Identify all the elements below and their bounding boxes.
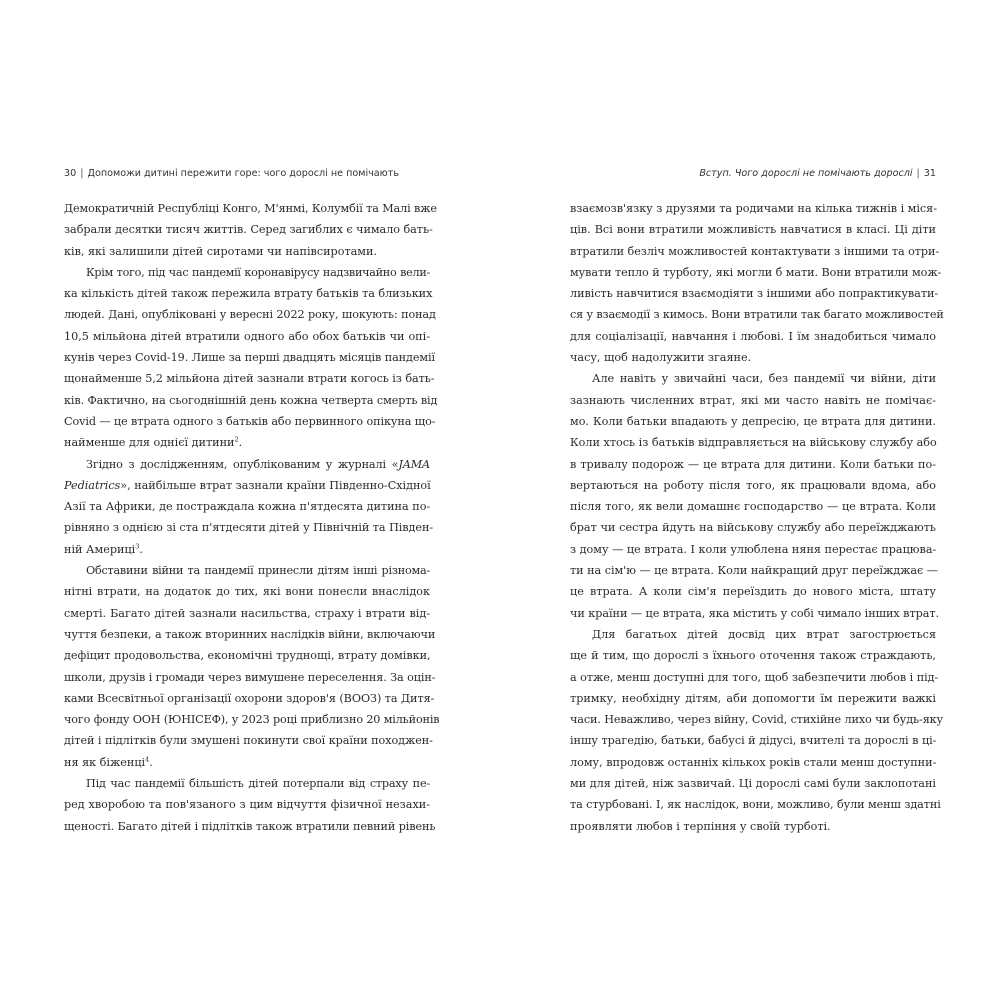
text-line: ня як біженці$^4$.	[64, 754, 153, 769]
text-line-content: після того, як вели домашнє господарство — це втрата. Коли	[570, 500, 936, 514]
text-line-content: рівняно з однією зі ста п'ятдесяти дітей у Північній та Півден-	[64, 521, 434, 535]
text-line	[64, 347, 436, 368]
text-line-content: людей. Дані, опубліковані у вересні 2022 року, шокують: понад	[64, 308, 436, 322]
text-line	[570, 752, 936, 773]
text-line-content: смерті. Багато дітей зазнали насильства, страху і втрати від-	[64, 606, 430, 620]
text-line-content: Азії та Африки, де постраждала кожна п'ятдесята дитина по-	[64, 500, 431, 514]
text-line-content: щонайменше 5,2 мільйона дітей зазнали втрати когось із бать-	[64, 372, 435, 386]
text-line	[64, 411, 436, 432]
text-line-content: в тривалу подорож — це втрата для дитини. Коли батьки по-	[570, 457, 936, 471]
running-head-separator: |	[80, 168, 84, 179]
text-line-content: », найбільше втрат зазнали країни Південно-Східної	[120, 478, 431, 492]
text-line	[570, 709, 944, 730]
text-line-content: школи, друзів і громади через вимушене переселення. За оцін-	[64, 670, 436, 684]
text-line-content: Під час пандемії більшість дітей потерпали від страху пе-	[86, 777, 430, 791]
text-line-content: найменше для однієї дитини	[64, 436, 235, 450]
text-line-content: лому, впродовж останніх кількох років стали менш доступни-	[570, 755, 937, 769]
text-line	[570, 304, 944, 325]
text-line	[64, 390, 438, 411]
text-line-content: та стурбовані. І, як наслідок, вони, можливо, були менш здатні	[570, 798, 941, 812]
text-line-content: щеності. Багато дітей і підлітків також втратили певний рівень	[64, 819, 436, 833]
text-line	[570, 603, 940, 624]
text-line-content: Крім того, під час пандемії коронавірусу надзвичайно вели-	[86, 265, 430, 279]
text-line	[64, 667, 436, 688]
text-line	[570, 219, 936, 240]
text-line	[570, 326, 936, 347]
text-line	[570, 517, 936, 538]
text-line-content: втратили безліч можливостей контактувати з іншими та отри-	[570, 244, 940, 258]
text-line-content: ками Всесвітньої організації охорони здоров'я (ВООЗ) та Дитя-	[64, 691, 435, 705]
right-page-body-text	[570, 198, 944, 837]
text-line	[64, 283, 433, 304]
text-line-content: ред хворобою та пов'язаного з цим відчуття фізичної незахи-	[64, 798, 430, 812]
text-line-content: ка кількість дітей також пережила втрату батьків та близьких	[64, 287, 433, 301]
text-line-content: чи країни — це втрата, яка містить у собі чимало інших втрат.	[570, 606, 940, 620]
text-line-content: 10,5 мільйона дітей втратили одного або обох батьків чи опі-	[64, 329, 430, 343]
text-line-content: Згідно з дослідженням, опублікованим у журналі «	[86, 457, 399, 471]
text-line-content: ти на сім'ю — це втрата. Коли найкращий друг переїжджає —	[570, 564, 938, 578]
text-line	[570, 198, 936, 219]
text-line	[570, 624, 936, 645]
text-line	[570, 411, 936, 432]
text-line-content: ня як біженці	[64, 755, 146, 769]
right-page	[570, 0, 944, 1000]
footnote-marker: 3	[135, 542, 140, 551]
footnote-marker: 2	[234, 435, 239, 444]
text-line-content: ній Америці	[64, 542, 136, 556]
text-line-content: кунів через Covid-19. Лише за перші двадцять місяців пандемії	[64, 351, 436, 365]
text-line-content: дефіцит продовольства, економічні труднощі, втрату домівки,	[64, 649, 431, 663]
text-line	[64, 517, 434, 538]
text-line	[570, 730, 936, 751]
text-line	[570, 432, 936, 453]
text-line-content: Демократичній Республіці Конго, М'янмі, Колумбії та Малі вже	[64, 202, 437, 215]
text-line-content: мо. Коли батьки впадають у депресію, це втрата для дитини.	[570, 414, 936, 428]
text-line-content: тримку, необхідну дітям, аби допомогти їм пережити важкі	[570, 691, 936, 705]
text-line	[570, 390, 936, 411]
text-line-content: взаємозв'язку з друзями та родичами на кілька тижнів і міся-	[570, 202, 937, 215]
text-line-content: чуття безпеки, а також вторинних наслідків війни, включаючи	[64, 627, 436, 641]
text-line-content: Обставини війни та пандемії принесли дітям інші різнома-	[86, 564, 430, 578]
text-line	[570, 475, 936, 496]
text-line-content: мувати тепло й турботу, які могли б мати. Вони втратили мож-	[570, 265, 942, 279]
footnote-marker: 4	[145, 754, 150, 763]
text-line	[570, 667, 939, 688]
text-line: ній Америці$^3$.	[64, 542, 143, 556]
text-line	[64, 219, 433, 240]
text-line-content: нітні втрати, на додаток до тих, які вони понесли внаслідок	[64, 585, 430, 599]
text-line-content: Але навіть у звичайні часи, без пандемії чи війни, діти	[592, 372, 936, 386]
text-line-content: ми для дітей, ніж зазвичай. Ці дорослі самі були заклопотані	[570, 777, 936, 791]
text-line	[64, 304, 436, 325]
text-line	[64, 454, 430, 475]
text-line	[570, 816, 936, 837]
text-line-content: ків, які залишили дітей сиротами чи напівсиротами.	[64, 244, 378, 258]
text-line	[64, 326, 430, 347]
text-line-content: чого фонду ООН (ЮНІСЕФ), у 2023 році приблизно 20 мільйонів	[64, 713, 440, 727]
text-line	[64, 773, 430, 794]
right-running-head	[570, 167, 936, 181]
text-line	[64, 496, 430, 517]
text-line-content: Для багатьох дітей досвід цих втрат загострюється	[592, 627, 936, 641]
text-line-content: часу, щоб надолужити згаяне.	[570, 351, 752, 365]
text-line	[570, 773, 936, 794]
text-line-content: це втрата. А коли сім'я переїздить до нового міста, штату	[570, 585, 936, 599]
text-line	[570, 283, 939, 304]
text-line	[64, 262, 430, 283]
text-line	[570, 347, 936, 368]
text-line-content: з дому — це втрата. І коли улюблена няня перестає працюва-	[570, 542, 937, 556]
text-line-content: іншу трагедію, батьки, бабусі й дідусі, вчителі та дорослі в ці-	[570, 734, 937, 748]
journal-title: Pediatrics	[64, 478, 121, 492]
text-line	[64, 688, 435, 709]
text-line-content: а отже, менш доступні для того, щоб забезпечити любов і під-	[570, 670, 939, 684]
text-line	[570, 581, 936, 602]
text-line-content: ків. Фактично, на сьогоднішній день кожна четверта смерть від	[64, 393, 438, 407]
journal-title: JAMA	[398, 457, 430, 471]
text-line	[570, 539, 936, 560]
text-line-content: брат чи сестра йдуть на військову службу або переїжджають	[570, 521, 936, 535]
right-page-number: 31	[923, 168, 936, 179]
running-head-separator: |	[916, 168, 920, 179]
text-line-content: забрали десятки тисяч життів. Серед загиблих є чимало бать-	[64, 223, 433, 237]
text-line-content: вертаються на роботу після того, як працювали вдома, або	[570, 478, 936, 492]
text-line	[64, 603, 430, 624]
text-line-content: зазнають численних втрат, які ми часто навіть не помічає-	[570, 393, 936, 407]
left-page-body-text	[64, 198, 440, 837]
text-line	[64, 198, 437, 219]
text-line	[64, 581, 430, 602]
text-line-content: часи. Неважливо, через війну, Covid, стихійне лихо чи будь-яку	[570, 713, 944, 727]
text-line	[570, 368, 936, 389]
text-line	[570, 645, 936, 666]
text-line	[64, 730, 433, 751]
text-line	[570, 496, 936, 517]
left-running-head-title: Допоможи дитині пережити горе: чого дорослі не помічають	[87, 168, 399, 179]
text-line-content: ще й тим, що дорослі з їхнього оточення також страждають,	[570, 649, 936, 663]
text-line	[64, 645, 430, 666]
right-running-head-title: Вступ. Чого дорослі не помічають дорослі	[699, 168, 913, 179]
text-line	[64, 794, 430, 815]
text-line	[64, 475, 430, 496]
text-line	[570, 560, 936, 581]
text-line-content: для соціалізації, навчання і любові. І їм знадобиться чимало	[570, 329, 936, 343]
left-page-number: 30	[64, 168, 77, 179]
text-line-content: проявляти любов і терпіння у своїй турботі.	[570, 819, 831, 833]
text-line	[570, 688, 936, 709]
text-line	[64, 709, 440, 730]
text-line	[570, 794, 941, 815]
text-line-content: дітей і підлітків були змушені покинути свої країни походжен-	[64, 734, 433, 748]
left-running-head	[64, 167, 430, 181]
text-line	[64, 624, 436, 645]
text-line-content: ливість навчитися взаємодіяти з іншими або попрактикувати-	[570, 287, 939, 301]
text-line-content: ців. Всі вони втратили можливість навчатися в класі. Ці діти	[570, 223, 936, 237]
text-line: найменше для однієї дитини$^2$.	[64, 435, 243, 450]
text-line	[64, 560, 430, 581]
text-line-content: Коли хтось із батьків відправляється на військову службу або	[570, 436, 937, 450]
text-line-content: Covid — це втрата одного з батьків або первинного опікуна що-	[64, 414, 436, 428]
text-line	[570, 454, 936, 475]
text-line	[570, 262, 942, 283]
left-page	[64, 0, 440, 1000]
text-line	[64, 368, 435, 389]
text-line	[570, 241, 940, 262]
text-line-content: ся у взаємодії з кимось. Вони втратили так багато можливостей	[570, 308, 944, 322]
text-line	[64, 241, 430, 262]
text-line	[64, 816, 436, 837]
